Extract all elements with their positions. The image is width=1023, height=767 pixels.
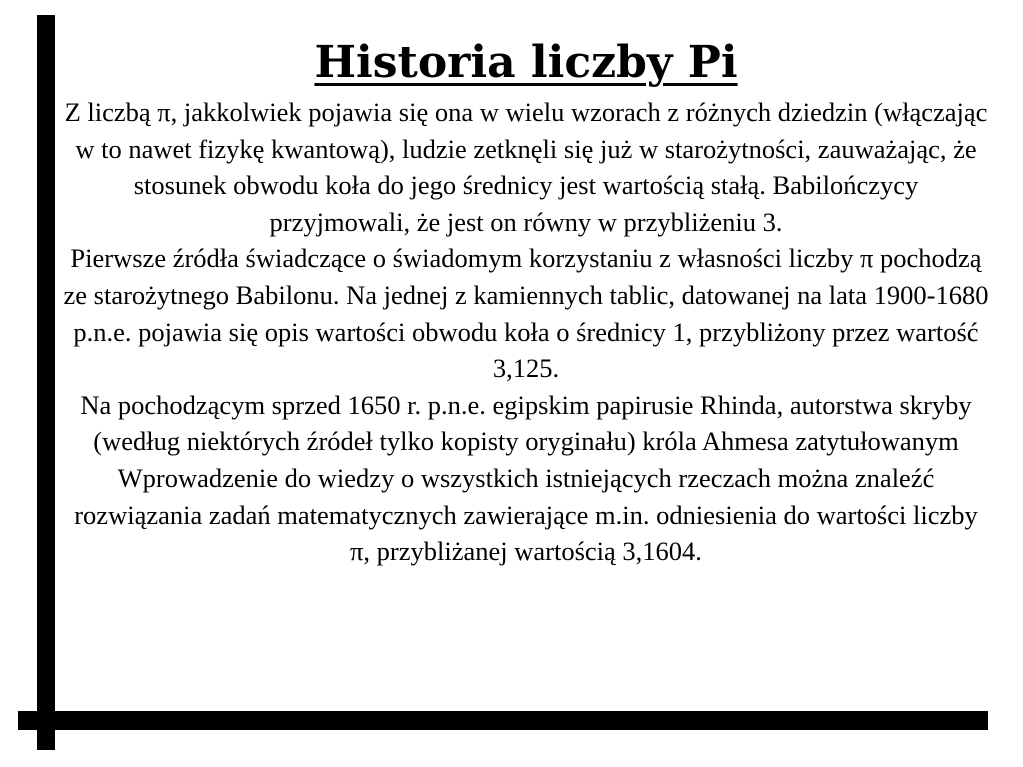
paragraph-babylon: Pierwsze źródła świadczące o świadomym korzystaniu z własności liczby π pochodzą ze starożytnego Babilonu. Na jednej z kamiennych tablic, datowanej na lata 1900-1680 p.n.e. pojawia się opis wartości obwodu koła o średnicy 1, przybliżony przez wartość 3,125.	[63, 243, 989, 384]
paragraph-rhind-papyrus: Na pochodzącym sprzed 1650 r. p.n.e. egipskim papirusie Rhinda, autorstwa skryby (według niektórych źródeł tylko kopisty oryginału) króla Ahmesa zatytułowanym Wprowadzenie do wiedzy o wszystkich istniejących rzeczach można znaleźć rozwiązania zadań matematycznych zawierające m.in. odniesienia do wartości liczby π, przybliżanej wartością 3,1604.	[74, 389, 978, 567]
slide-title: Historia liczby Pi	[314, 37, 738, 88]
decorative-vertical-bar	[37, 15, 55, 750]
slide-content	[62, 32, 990, 570]
decorative-horizontal-bar	[18, 711, 988, 730]
paragraph-intro: Z liczbą π, jakkolwiek pojawia się ona w wielu wzorach z różnych dziedzin (włączając w to nawet fizykę kwantową), ludzie zetknęli się już w starożytności, zauważając, że stosunek obwodu koła do jego średnicy jest wartością stałą. Babilończycy przyjmowali, że jest on równy w przybliżeniu 3.	[64, 97, 988, 237]
